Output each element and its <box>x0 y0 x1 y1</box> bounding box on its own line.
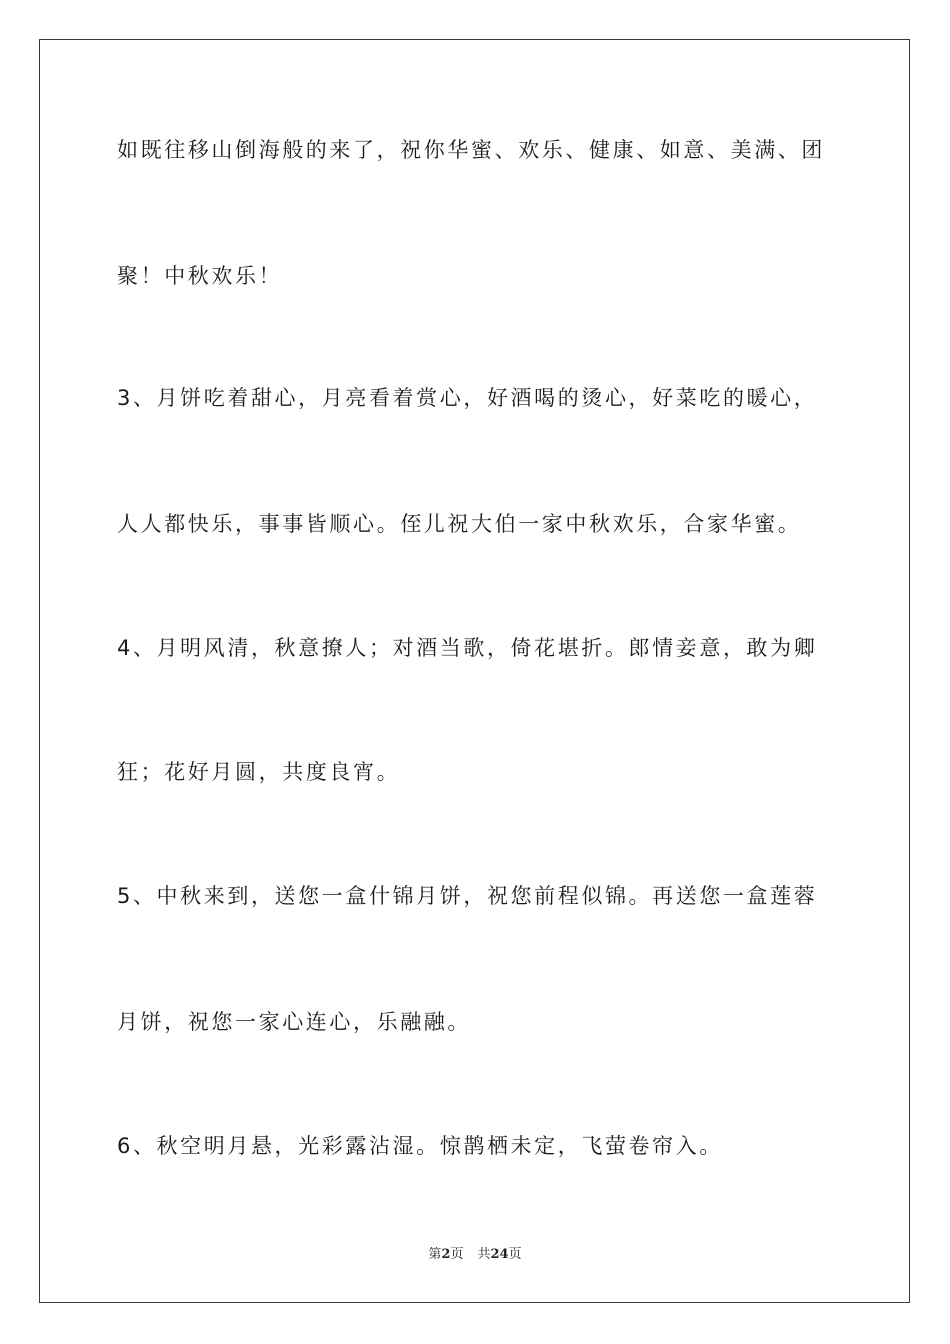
page-border <box>39 39 910 1303</box>
text-line-5: 4、月明风清，秋意撩人；对酒当歌，倚花堪折。郎情妾意，敢为卿 <box>117 636 818 660</box>
page-number-label: 第2页 <box>428 1247 464 1262</box>
total-pages-label: 共24页 <box>477 1247 522 1262</box>
text-line-6: 狂；花好月圆，共度良宵。 <box>117 760 401 784</box>
text-line-8: 月饼，祝您一家心连心，乐融融。 <box>117 1010 471 1034</box>
text-line-3: 3、月饼吃着甜心，月亮看着赏心，好酒喝的烫心，好菜吃的暖心， <box>117 386 818 410</box>
text-line-4: 人人都快乐，事事皆顺心。侄儿祝大伯一家中秋欢乐，合家华蜜。 <box>117 512 802 536</box>
text-line-2: 聚！中秋欢乐！ <box>117 264 283 288</box>
page-footer <box>0 1246 950 1264</box>
text-line-1: 如既往移山倒海般的来了，祝你华蜜、欢乐、健康、如意、美满、团 <box>117 138 825 162</box>
text-line-7: 5、中秋来到，送您一盒什锦月饼，祝您前程似锦。再送您一盒莲蓉 <box>117 884 818 908</box>
text-line-9: 6、秋空明月悬，光彩露沾湿。惊鹊栖未定，飞萤卷帘入。 <box>117 1134 723 1158</box>
